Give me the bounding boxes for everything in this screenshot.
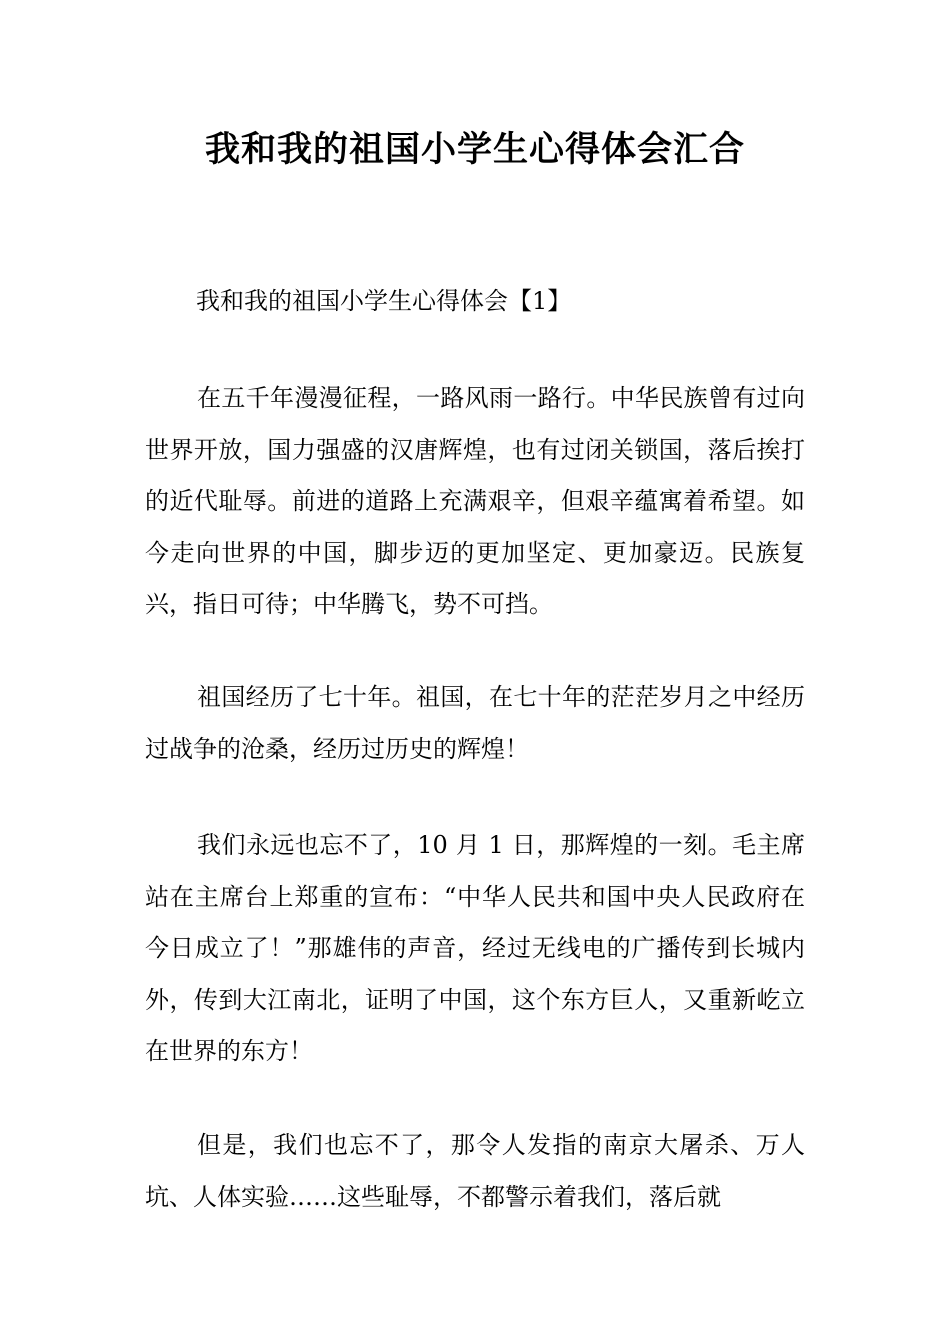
section-heading: 我和我的祖国小学生心得体会【1】 (196, 287, 572, 315)
paragraph-1: 在五千年漫漫征程，一路风雨一路行。中华民族曾有过向世界开放，国力强盛的汉唐辉煌，也有过闭关锁国，落后挨打的近代耻辱。前进的道路上充满艰辛，但艰辛蕴寓着希望。如今走向世界的中国，脚步迈的更加坚定、更加豪迈。民族复兴，指日可待；中华腾飞，势不可挡。 (145, 384, 805, 618)
document-title: 我和我的祖国小学生心得体会汇合 (204, 129, 745, 170)
paragraph-4: 但是，我们也忘不了，那令人发指的南京大屠杀、万人坑、人体实验……这些耻辱，不都警示着我们，落后就 (145, 1131, 805, 1211)
paragraph-3: 我们永远也忘不了，10 月 1 日，那辉煌的一刻。毛主席站在主席台上郑重的宣布：“中华人民共和国中央人民政府在今日成立了！”那雄伟的声音，经过无线电的广播传到长城内外，传到大江南北，证明了中国，这个东方巨人，又重新屹立在世界的东方！ (145, 831, 805, 1065)
paragraph-2: 祖国经历了七十年。祖国，在七十年的茫茫岁月之中经历过战争的沧桑，经历过历史的辉煌！ (145, 683, 805, 763)
